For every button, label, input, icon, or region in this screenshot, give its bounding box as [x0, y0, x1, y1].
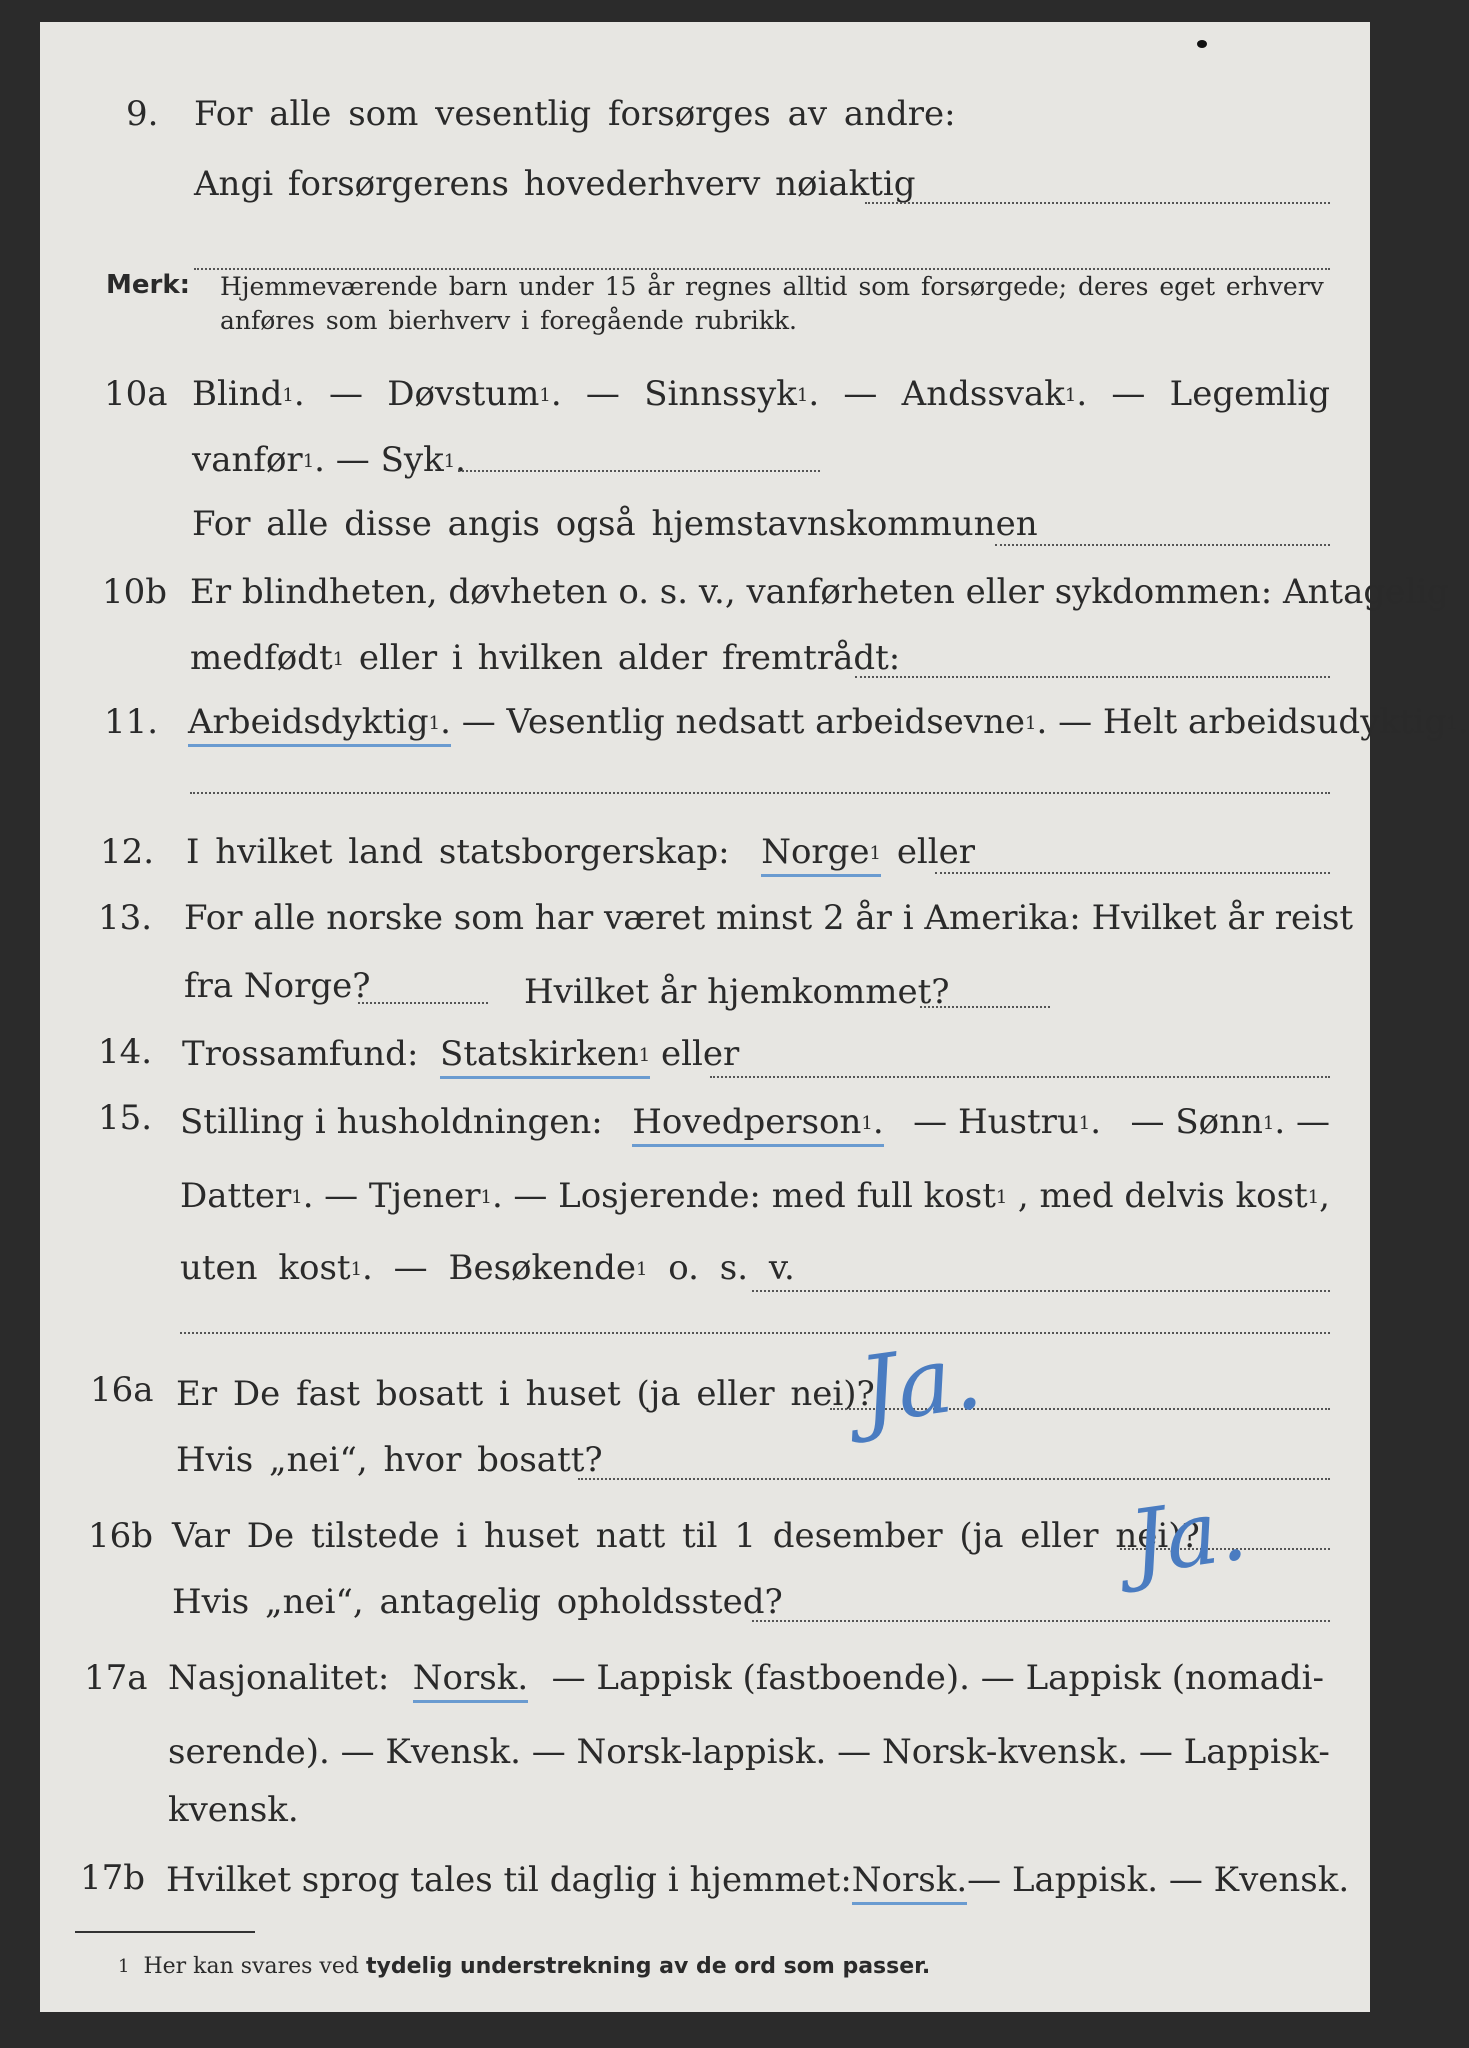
opt-legemlig[interactable]: Legemlig [1169, 374, 1330, 414]
opt-hustru[interactable]: — Hustru$^1$. [913, 1102, 1102, 1142]
q9-line2: Angi forsørgerens hovederhverv nøiaktig [194, 164, 916, 204]
q13-number: 13. [98, 898, 153, 938]
opt-syk[interactable]: Syk [380, 440, 444, 480]
q10a-line3: For alle disse angis også hjemstavnskommunen [192, 504, 1038, 544]
opt-norge[interactable]: Norge$^1$ [761, 832, 881, 877]
q9-number: 9. [126, 94, 159, 134]
q11-number: 11. [104, 702, 159, 742]
q14-number: 14. [98, 1032, 153, 1072]
q15-line2 [180, 1176, 1330, 1216]
q10a-line1: Blind$^1$. — Døvstum$^1$. — Sinnssyk$^1$. — Andssvak$^1$. — Legemlig [192, 374, 1330, 414]
opt-vanfor[interactable]: vanfør [192, 440, 303, 480]
footnote: $^1$ Her kan svares ved tydelig understrekning av de ord som passer. [118, 1954, 931, 1979]
q10a-line2: vanfør$^1$. — Syk$^1$. [192, 440, 466, 480]
q12-line: I hvilket land statsborgerskap: Norge$^1$ eller [186, 832, 975, 872]
opt-datter[interactable]: Datter$^1$. [180, 1176, 314, 1216]
q17b-line: Hvilket sprog tales til daglig i hjemmet: Norsk. — Lappisk. — Kvensk. [166, 1860, 1330, 1905]
q16a-line1: Er De fast bosatt i huset (ja eller nei)? [176, 1374, 875, 1414]
q10a-answer-line[interactable] [458, 470, 820, 472]
opt-delvis-kost[interactable]: , med delvis kost$^1$, [1017, 1176, 1330, 1216]
q16a-handwritten-answer[interactable]: Ja. [853, 1322, 988, 1445]
q9-answer-line[interactable] [865, 202, 1330, 204]
opt-helt-udyktig[interactable]: — Helt arbeidsudyktig [1058, 702, 1447, 742]
q17a-number: 17a [84, 1658, 148, 1698]
q16a-number: 16a [90, 1370, 154, 1410]
q17b-number: 17b [80, 1858, 146, 1898]
q10b-number: 10b [102, 572, 168, 612]
q13-hjemkommet-line[interactable] [920, 1006, 1050, 1008]
opt-tjener[interactable]: — Tjener$^1$. [324, 1176, 503, 1216]
q16b-handwritten-answer[interactable]: Ja. [1123, 1476, 1253, 1595]
q14-line: Trossamfund: Statskirken$^1$ eller [182, 1034, 739, 1074]
q17a-line1: Nasjonalitet: Norsk. — Lappisk (fastboende). — Lappisk (nomadi- [168, 1658, 1324, 1703]
opt-blind[interactable]: Blind [192, 374, 283, 414]
q16b-opholdssted-line[interactable] [752, 1620, 1330, 1622]
q10a-number: 10a [104, 374, 168, 414]
q16a-line2: Hvis „nei“, hvor bosatt? [176, 1440, 603, 1480]
q10b-line1: Er blindheten, døvheten o. s. v., vanførheten eller sykdommen: Antagelig [190, 572, 1449, 612]
merk-line2: anføres som bierhverv i foregående rubrikk. [220, 306, 797, 335]
q15-answer-line-2[interactable] [180, 1332, 1330, 1334]
opt-statskirken[interactable]: Statskirken$^1$ [440, 1034, 650, 1079]
q10a-hjemstavn-line[interactable] [995, 544, 1330, 546]
q15-answer-line[interactable] [752, 1290, 1330, 1292]
q15-line1: Stilling i husholdningen: Hovedperson$^1$. — Hustru$^1$. — Sønn$^1$. — [180, 1102, 1330, 1147]
opt-besokende[interactable]: — Besøkende$^1$ [393, 1248, 648, 1288]
census-form-page [40, 22, 1469, 2012]
q13-fra-norge: fra Norge? [184, 966, 371, 1006]
q11-line1: Arbeidsdyktig$^1$. — Vesentlig nedsatt arbeidsevne$^1$. — Helt arbeidsudyktig$^1$. [188, 702, 1469, 742]
opt-norsk-sprog[interactable]: Norsk. [852, 1860, 967, 1905]
q16b-number: 16b [88, 1516, 154, 1556]
q15-number: 15. [98, 1098, 153, 1138]
opt-medfodt[interactable]: medfødt [190, 638, 333, 678]
opt-andssvak[interactable]: Andssvak [901, 374, 1065, 414]
q17a-line2: serende). — Kvensk. — Norsk-lappisk. — Norsk-kvensk. — Lappisk- [168, 1732, 1330, 1772]
opt-hovedperson[interactable]: Hovedperson$^1$. [632, 1102, 883, 1147]
q16b-line2: Hvis „nei“, antagelig opholdssted? [172, 1582, 783, 1622]
q12-number: 12. [100, 832, 155, 872]
q10b-answer-line[interactable] [855, 676, 1330, 678]
merk-label: Merk: [106, 270, 191, 300]
opt-sonn[interactable]: — Sønn$^1$. — [1130, 1102, 1330, 1142]
opt-losjerende-full[interactable]: — Losjerende: med full kost$^1$ [513, 1176, 1008, 1216]
opt-arbeidsdyktig[interactable]: Arbeidsdyktig$^1$. [188, 702, 451, 747]
opt-sinnssyk[interactable]: Sinnssyk [644, 374, 797, 414]
q13-hjemkommet: Hvilket år hjemkommet? [524, 972, 950, 1012]
q16b-line1: Var De tilstede i huset natt til 1 desember (ja eller nei)? [172, 1516, 1200, 1556]
q9-line1: For alle som vesentlig forsørges av andre: [194, 94, 956, 134]
q14-answer-line[interactable] [710, 1076, 1330, 1078]
opt-norsk-nasjonalitet[interactable]: Norsk. [413, 1658, 528, 1703]
opt-nedsatt[interactable]: — Vesentlig nedsatt arbeidsevne [461, 702, 1026, 742]
opt-uten-kost[interactable]: uten kost$^1$. [180, 1248, 373, 1288]
q10b-line2: medfødt$^1$ eller i hvilken alder fremtrådt: [190, 638, 901, 678]
footnote-divider [75, 1931, 255, 1933]
q17a-line3: kvensk. [168, 1790, 299, 1830]
q11-answer-line[interactable] [190, 792, 1330, 794]
merk-line1: Hjemmeværende barn under 15 år regnes alltid som forsørgede; deres eget erhverv [220, 272, 1324, 301]
q13-line1: For alle norske som har været minst 2 år i Amerika: Hvilket år reist [184, 898, 1354, 938]
opt-dovstum[interactable]: Døvstum [387, 374, 540, 414]
q12-answer-line[interactable] [935, 872, 1330, 874]
scan-speck [1197, 40, 1207, 48]
q13-reist-line[interactable] [358, 1002, 488, 1004]
q15-line3: uten kost$^1$. — Besøkende$^1$ o. s. v. [180, 1248, 795, 1288]
